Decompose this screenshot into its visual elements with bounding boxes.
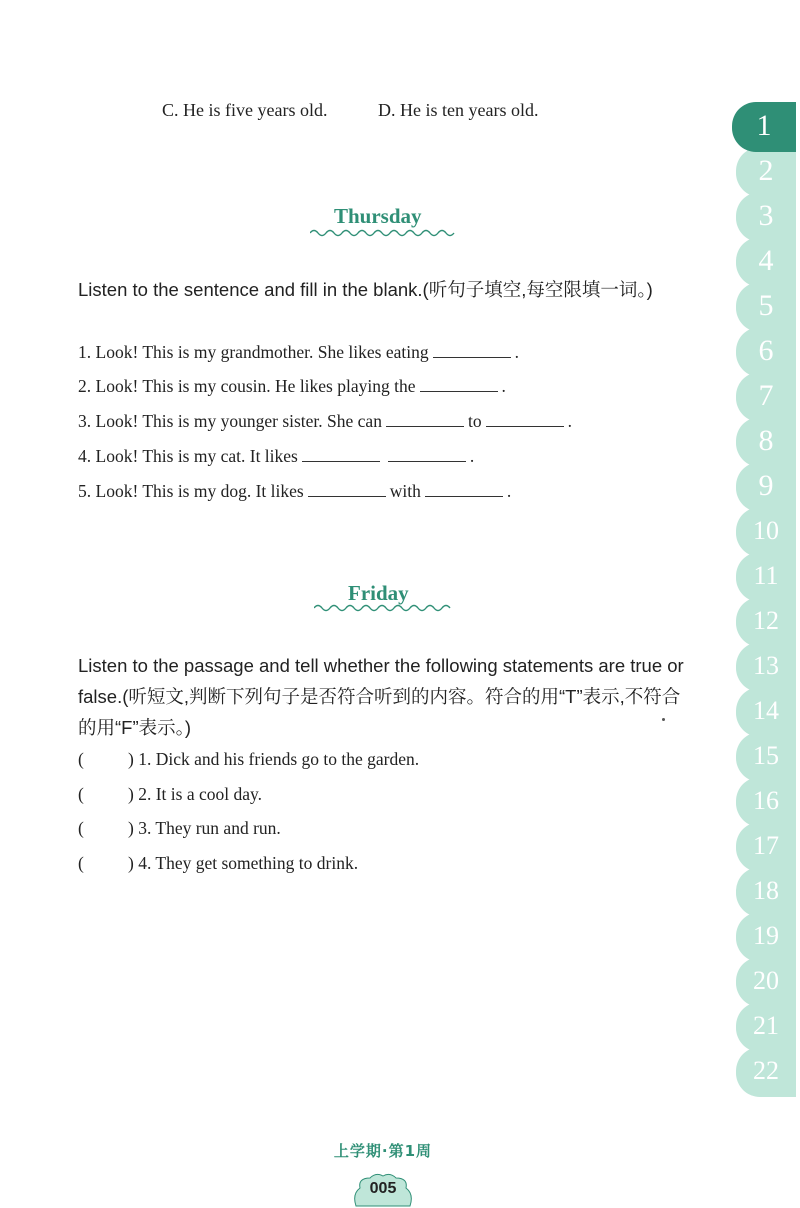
fill-item-2: 2. Look! This is my cousin. He likes playing the . [78, 376, 506, 396]
friday-wave-decoration [314, 603, 452, 613]
week-tab-13[interactable]: 13 [736, 642, 796, 692]
answer-blank[interactable] [433, 343, 511, 358]
tf-item-2: ( ) 2. It is a cool day. [78, 784, 262, 804]
tf-item-1: ( ) 1. Dick and his friends go to the garden. [78, 749, 420, 769]
week-tab-22[interactable]: 22 [736, 1047, 796, 1097]
option-d: D. He is ten years old. [378, 100, 539, 120]
week-tab-19[interactable]: 19 [736, 912, 796, 962]
fill-item-3: 3. Look! This is my younger sister. She can to . [78, 411, 572, 431]
week-tab-8[interactable]: 8 [736, 417, 796, 467]
answer-paren[interactable]: ( [78, 784, 84, 804]
week-tab-10[interactable]: 10 [736, 507, 796, 557]
fill-item-1: 1. Look! This is my grandmother. She likes eating . [78, 342, 519, 362]
week-tab-15[interactable]: 15 [736, 732, 796, 782]
week-tab-21[interactable]: 21 [736, 1002, 796, 1052]
thursday-instruction: Listen to the sentence and fill in the blank.(听句子填空,每空限填一词。) [78, 279, 653, 300]
week-tab-1[interactable]: 1 [732, 102, 796, 152]
week-tab-7[interactable]: 7 [736, 372, 796, 422]
week-tab-4[interactable]: 4 [736, 237, 796, 287]
tf-item-4: ( ) 4. They get something to drink. [78, 853, 359, 873]
week-tab-17[interactable]: 17 [736, 822, 796, 872]
friday-instruction: Listen to the passage and tell whether the following statements are true or false.(听短文,判断下列句子是否符合听到的内容。符合的用“T”表示,不符合的用“F”表示。) [78, 655, 684, 738]
week-tab-20[interactable]: 20 [736, 957, 796, 1007]
answer-blank[interactable] [425, 482, 503, 497]
answer-blank[interactable] [302, 447, 380, 462]
unit-label: 上学期·第1周 [333, 1142, 433, 1160]
answer-blank[interactable] [486, 412, 564, 427]
print-speck [662, 718, 665, 721]
week-tab-11[interactable]: 11 [736, 552, 796, 602]
answer-paren[interactable]: ( [78, 749, 84, 769]
answer-paren[interactable]: ( [78, 853, 84, 873]
week-tab-3[interactable]: 3 [736, 192, 796, 242]
week-tab-16[interactable]: 16 [736, 777, 796, 827]
week-tab-9[interactable]: 9 [736, 462, 796, 512]
fill-item-5: 5. Look! This is my dog. It likes with . [78, 481, 512, 501]
page-number: 005 [369, 1180, 397, 1197]
week-tab-18[interactable]: 18 [736, 867, 796, 917]
week-tab-14[interactable]: 14 [736, 687, 796, 737]
tf-item-3: ( ) 3. They run and run. [78, 818, 281, 838]
answer-blank[interactable] [308, 482, 386, 497]
week-tab-12[interactable]: 12 [736, 597, 796, 647]
answer-blank[interactable] [388, 447, 466, 462]
answer-paren[interactable]: ( [78, 818, 84, 838]
option-c: C. He is five years old. [162, 100, 328, 120]
week-tab-2[interactable]: 2 [736, 147, 796, 197]
thursday-title: Thursday [334, 204, 422, 228]
week-tab-5[interactable]: 5 [736, 282, 796, 332]
answer-blank[interactable] [386, 412, 464, 427]
friday-title: Friday [348, 581, 409, 605]
thursday-wave-decoration [310, 228, 456, 238]
week-tab-6[interactable]: 6 [736, 327, 796, 377]
fill-item-4: 4. Look! This is my cat. It likes . [78, 446, 475, 466]
answer-blank[interactable] [420, 377, 498, 392]
